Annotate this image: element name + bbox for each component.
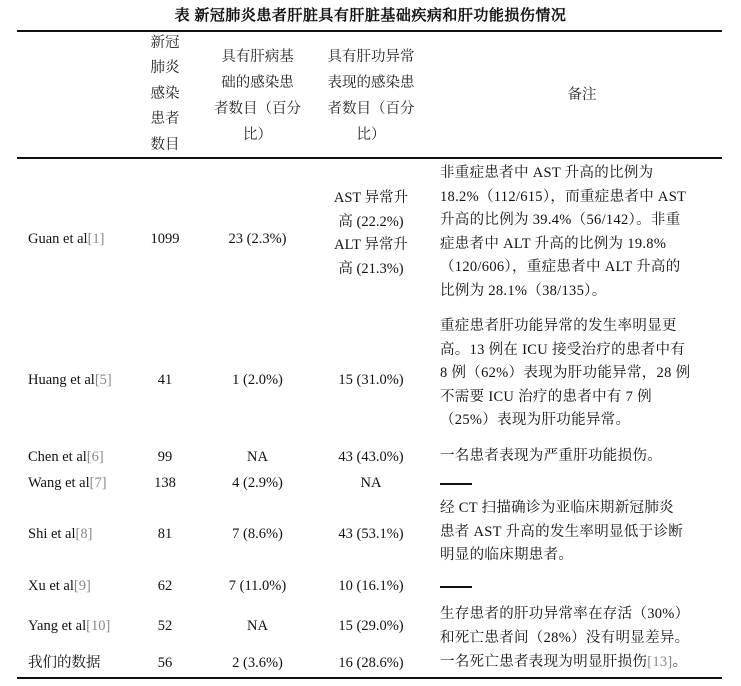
dash-placeholder: [440, 586, 472, 588]
abnormal-cell: 15 (31.0%): [338, 372, 404, 388]
top-rule: [17, 30, 722, 32]
study-cell: [28, 228, 105, 250]
note-line: 比例为 28.1%（38/135）。: [440, 282, 607, 299]
citation-link[interactable]: [5]: [94, 372, 112, 388]
header-line: 者数目（百分: [327, 101, 415, 117]
note-cell: [440, 315, 724, 433]
count-cell: 56: [157, 655, 173, 671]
note-line: 高。13 例在 ICU 接受治疗的患者中有: [440, 341, 686, 358]
study-name: Wang et al: [28, 475, 90, 491]
study-name: Xu et al: [28, 578, 74, 594]
study-name: Yang et al: [28, 618, 87, 634]
count-cell: 138: [154, 475, 176, 491]
note-cell: [440, 651, 724, 675]
abnormal-line: ALT 异常升: [334, 237, 408, 254]
note-line: 经 CT 扫描确诊为亚临床期新冠肺炎: [440, 500, 674, 516]
note-line: 18.2%（112/615），而重症患者中 AST: [440, 188, 687, 205]
abnormal-cell: NA: [360, 475, 382, 491]
citation-link[interactable]: [6]: [86, 449, 104, 465]
count-cell: 81: [157, 526, 173, 542]
note-cell: [440, 497, 724, 568]
header-notes: 备注: [567, 87, 597, 103]
underlying-cell: NA: [247, 449, 268, 465]
abnormal-line: 高 (22.2%): [338, 213, 404, 230]
header-line: 具有肝功异常: [327, 49, 415, 65]
citation-link[interactable]: [10]: [86, 618, 111, 634]
count-cell: 52: [157, 618, 173, 634]
header-line: 新冠: [150, 35, 180, 51]
count-cell: 1099: [150, 231, 180, 247]
count-cell: 62: [157, 578, 173, 594]
note-line: 明显的临床期患者。: [440, 547, 574, 564]
abnormal-cell: 10 (16.1%): [338, 578, 404, 594]
header-line: 比）: [243, 127, 272, 143]
note-line: 生存患者的肝功异常率在存活（30%）: [440, 606, 690, 622]
underlying-cell: 7 (8.6%): [232, 526, 283, 542]
count-cell: 99: [157, 449, 173, 465]
study-cell: [28, 652, 101, 674]
citation-link[interactable]: [9]: [73, 578, 91, 594]
note-cell: [440, 162, 724, 304]
abnormal-cell: 15 (29.0%): [338, 618, 404, 634]
note-line: 升高的比例为 39.4%（56/142）。非重: [440, 212, 681, 229]
study-cell: [28, 523, 92, 545]
study-name: Shi et al: [28, 526, 76, 542]
study-name: Huang et al: [28, 372, 95, 388]
header-line: 数目: [150, 136, 180, 153]
note-line: 患者 AST 升高的发生率明显低于诊断: [440, 523, 684, 540]
underlying-cell: 4 (2.9%): [232, 475, 283, 491]
note-line: 非重症患者中 AST 升高的比例为: [440, 165, 654, 181]
header-underlying-disease: [200, 44, 315, 148]
study-cell: [28, 472, 107, 494]
abnormal-line: AST 异常升: [333, 190, 409, 206]
header-line: 感染: [150, 85, 180, 102]
study-cell: [28, 369, 112, 391]
header-line: 比）: [356, 127, 386, 143]
note-line: （120/606），重症患者中 ALT 升高的: [440, 259, 681, 276]
note-line: 和死亡患者间（28%）没有明显差异。: [440, 629, 690, 646]
citation-link[interactable]: [1]: [87, 231, 105, 247]
header-line: 患者: [150, 111, 180, 128]
note-cell: [440, 603, 724, 650]
abnormal-line: 高 (21.3%): [338, 260, 404, 277]
note-cell: [440, 575, 724, 599]
abnormal-cell: [315, 187, 427, 281]
dash-placeholder: [440, 483, 472, 485]
underlying-cell: 23 (2.3%): [228, 231, 287, 247]
note-cell: [440, 472, 724, 496]
citation-link[interactable]: [8]: [75, 526, 93, 542]
study-name: 我们的数据: [28, 655, 101, 671]
bottom-rule: [17, 677, 722, 679]
underlying-cell: 7 (11.0%): [228, 578, 287, 594]
abnormal-cell: 43 (43.0%): [338, 449, 404, 465]
header-line: 者数目（百分: [214, 101, 301, 117]
header-rule: [17, 157, 722, 159]
study-cell: [28, 575, 91, 597]
note-end: 。: [672, 654, 688, 670]
table-title: 表 新冠肺炎患者肝脏具有肝脏基础疾病和肝功能损伤情况: [174, 8, 567, 24]
underlying-cell: NA: [247, 618, 268, 634]
header-abnormal-liver: [315, 44, 427, 148]
count-cell: 41: [157, 372, 173, 388]
citation-link[interactable]: [7]: [89, 475, 107, 491]
note-line: 症患者中 ALT 升高的比例为 19.8%: [440, 235, 667, 252]
study-cell: [28, 615, 110, 637]
note-line: （25%）表现为肝功能异常。: [440, 412, 631, 429]
citation-link[interactable]: [13]: [647, 654, 673, 670]
study-cell: [28, 446, 104, 468]
study-name: Guan et al: [28, 231, 88, 247]
abnormal-cell: 16 (28.6%): [338, 655, 404, 671]
note-line: 一名患者表现为严重肝功能损伤。: [440, 448, 662, 464]
header-line: 具有肝病基: [221, 49, 294, 65]
note-cell: [440, 445, 724, 469]
note-line: 8 例（62%）表现为肝功能异常，28 例: [440, 365, 691, 382]
underlying-cell: 2 (3.6%): [232, 655, 283, 671]
header-line: 肺炎: [150, 60, 180, 77]
header-patient-count: [140, 31, 190, 158]
header-line: 础的感染患: [221, 75, 294, 91]
note-line: 不需要 ICU 治疗的患者中有 7 例: [440, 388, 652, 405]
header-line: 表现的感染患: [327, 75, 415, 91]
study-name: Chen et al: [28, 449, 87, 465]
note-line: 重症患者肝功能异常的发生率明显更: [440, 318, 677, 334]
underlying-cell: 1 (2.0%): [232, 372, 283, 388]
note-text: 一名死亡患者表现为明显肝损伤: [440, 654, 648, 670]
abnormal-cell: 43 (53.1%): [338, 526, 404, 542]
